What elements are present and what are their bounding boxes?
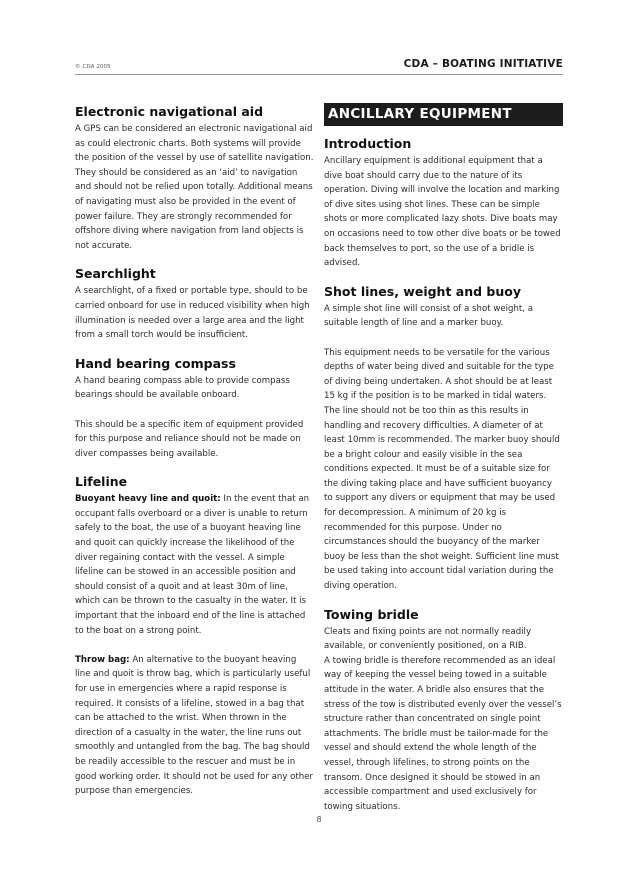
paragraph: A GPS can be considered an electronic navigational aid as could electronic charts. Both systems will provide the position of the vessel by use of satellite navigation. They should be considered as an ‘aid’ to navigation and should not be relied upon totally. Additional means of navigating must also be provided in the event of power failure. They are strongly recommended for offshore diving where navigation from land objects is not accurate.: [75, 124, 314, 251]
left-column: [75, 103, 314, 799]
section-searchlight: [75, 265, 314, 342]
paragraph: [75, 653, 314, 799]
section-heading: Introduction: [324, 136, 412, 151]
copyright-notice: © CDA 2005: [75, 64, 111, 70]
page-number: 8: [316, 815, 322, 824]
paragraph: A hand bearing compass able to provide compass bearings should be available onboard.: [75, 375, 290, 401]
paragraph: A searchlight, of a fixed or portable type, should to be carried onboard for use in reduced visibility when high illumination is needed over a large area and the light from a small torch would be insufficient.: [75, 286, 310, 341]
section-heading: Shot lines, weight and buoy: [324, 283, 522, 299]
bold-lead-in: Buoyant heavy line and quoit:: [75, 494, 221, 505]
paragraph: [75, 492, 314, 638]
paragraph: Cleats and fixing points are not normally readily available, or conveniently positioned, on a RIB.: [324, 626, 532, 652]
paragraph-text: In the event that an occupant falls overboard or a diver is unable to return safely to the boat, the use of a buoyant heaving line and quoit can quickly increase the likelihood of the diver regaining contact with the vessel. A simple lifeline can be stowed in an accessible position and should consist of a quoit and at least 30m of line, which can be thrown to the casualty in the water. It is important that the inboard end of the line is attached to the boat on a strong point.: [75, 494, 310, 636]
section-heading: Lifeline: [75, 474, 128, 490]
section-heading: Towing bridle: [324, 606, 419, 622]
bold-lead-in: Throw bag:: [75, 654, 130, 665]
section-heading: Electronic navigational aid: [75, 104, 264, 119]
section-introduction: [324, 135, 563, 271]
section-heading: Hand bearing compass: [75, 355, 236, 371]
paragraph: A towing bridle is therefore recommended as an ideal way of keeping the vessel being towed in a suitable attitude in the water. A bridle also ensures that the stress of the tow is distributed evenly over the vessel’s structure rather than concentrated on single point attachments. The bridle must be tailor-made for the vessel and should extend the whole length of the vessel, through lifelines, to strong points on the transom. Once designed it should be stowed in an accessible compartment and used exclusively for towing situations.: [324, 655, 562, 812]
chapter-banner: ANCILLARY EQUIPMENT: [324, 103, 563, 126]
paragraph: A simple shot line will consist of a shot weight, a suitable length of line and a marker buoy.: [324, 303, 534, 329]
paragraph-text: An alternative to the buoyant heaving line and quoit is throw bag, which is particularly useful for use in emergencies where a rapid response is required. It consists of a lifeline, stowed in a bag that can be attached to the wrist. When thrown in the direction of a casualty in the water, the line runs out smoothly and untangled from the bag. The bag should be readily accessible to the rescuer and must be in good working order. It should not be used for any other purpose than emergencies.: [75, 654, 314, 797]
section-shot-lines: [324, 283, 563, 594]
paragraph: This should be a specific item of equipment provided for this purpose and reliance should not be made on diver compasses being available.: [75, 419, 304, 459]
section-towing-bridle: [324, 606, 563, 815]
section-hand-bearing-compass: [75, 355, 314, 462]
section-heading: Searchlight: [75, 266, 156, 282]
section-lifeline: [75, 473, 314, 798]
paragraph: Ancillary equipment is additional equipment that a dive boat should carry due to the nature of its operation. Diving will involve the location and marking of dive sites using shot lines. These can be simple shots or more complicated lazy shots. Dive boats may on occasions need to tow other dive boats or be towed back themselves to port, so the use of a bridle is advised.: [324, 156, 561, 269]
document-title: CDA – BOATING INITIATIVE: [403, 58, 563, 70]
section-electronic-navigational-aid: [75, 103, 314, 253]
paragraph: This equipment needs to be versatile for the various depths of water being dived and suitable for the type of diving being undertaken. A shot should be at least 15 kg if the position is to be marked in tidal waters. The line should not be too thin as this results in handling and recovery difficulties. A diameter of at least 10mm is recommended. The marker buoy should be a bright colour and easily visible in the sea conditions expected. It must be of a suitable size for the diving taking place and have sufficient buoyancy to support any divers or equipment that may be used for decompression. A minimum of 20 kg is recommended for this purpose. Under no circumstances should the buoyancy of the marker buoy be less than the shot weight. Sufficient line must be used taking into account tidal variation during the diving operation.: [324, 347, 560, 592]
header-divider: [75, 74, 563, 75]
right-column: [324, 103, 563, 814]
